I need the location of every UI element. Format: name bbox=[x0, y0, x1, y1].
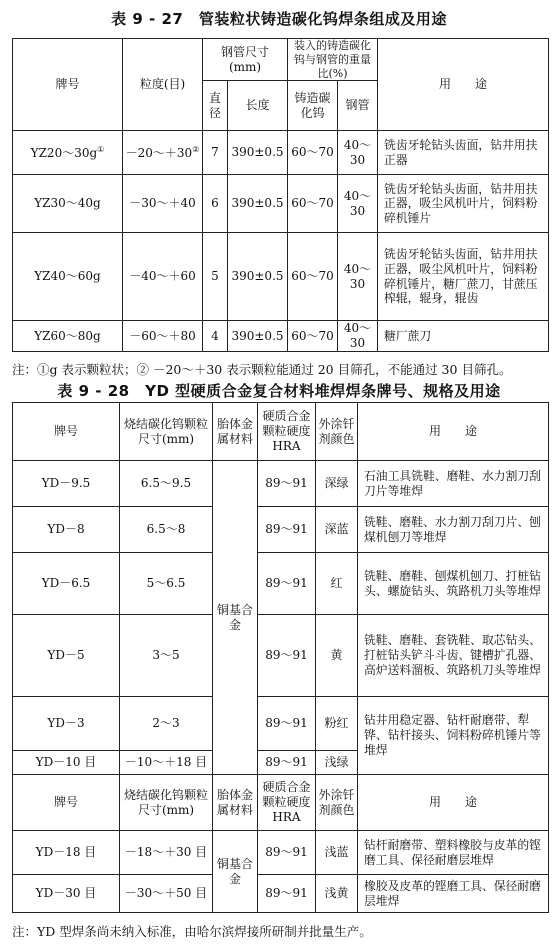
table-row bbox=[13, 875, 549, 913]
cell-hardness: 89～91 bbox=[258, 553, 316, 615]
cell-use: 铣齿牙轮钻头齿面，钻井用扶正器，吸尘风机叶片，饲料粉碎机锤片 bbox=[378, 175, 549, 233]
cell-use: 铣鞋、磨鞋、水力割刀刮刀片、刨煤机刨刀等堆焊 bbox=[358, 507, 549, 553]
table1-note: 注：①g 表示颗粒状；② －20～＋30 表示颗粒能通过 20 目筛孔，不能通过 30 目筛孔。 bbox=[12, 362, 512, 377]
cell-hardness: 89～91 bbox=[258, 507, 316, 553]
cell-size: －18～＋30 目 bbox=[120, 831, 213, 875]
cell-size: 6.5～8 bbox=[120, 507, 213, 553]
cell-size: 5～6.5 bbox=[120, 553, 213, 615]
cell-use: 铣鞋、磨鞋、套铣鞋、取芯钻头、打桩钻头铲斗斗齿、键槽扩孔器、高炉送料溜板、筑路机刀头等堆焊 bbox=[358, 615, 549, 697]
header-hardness-2: 硬质合金颗粒硬度HRA bbox=[258, 775, 316, 831]
cell-cast-wc: 60～70 bbox=[288, 175, 338, 233]
cell-granularity: －30～＋40 bbox=[123, 175, 203, 233]
cell-diameter: 5 bbox=[203, 233, 228, 321]
cell-use: 糖厂蔗刀 bbox=[378, 321, 549, 352]
header-coating: 外涂钎剂颜色 bbox=[316, 403, 358, 461]
table-9-28 bbox=[12, 402, 549, 913]
cell-coating: 浅蓝 bbox=[316, 831, 358, 875]
cell-length: 390±0.5 bbox=[228, 131, 288, 175]
cell-steel-tube: 40～30 bbox=[338, 233, 378, 321]
header-use: 用 途 bbox=[358, 403, 549, 461]
cell-length: 390±0.5 bbox=[228, 321, 288, 352]
header-coating-2: 外涂钎剂颜色 bbox=[316, 775, 358, 831]
cell-cast-wc: 60～70 bbox=[288, 233, 338, 321]
cell-steel-tube: 40～30 bbox=[338, 131, 378, 175]
cell-coating: 红 bbox=[316, 553, 358, 615]
table2-note: 注：YD 型焊条尚未纳入标准，由哈尔滨焊接所研制并批量生产。 bbox=[12, 924, 372, 939]
header-tube-size: 钢管尺寸(mm) bbox=[203, 39, 288, 81]
cell-granularity: －20～＋30② bbox=[123, 131, 203, 175]
header-diameter: 直径 bbox=[203, 81, 228, 131]
cell-use: 石油工具铣鞋、磨鞋、水力割刀刮刀片等堆焊 bbox=[358, 461, 549, 507]
cell-hardness: 89～91 bbox=[258, 875, 316, 913]
cell-size: 6.5～9.5 bbox=[120, 461, 213, 507]
table-row bbox=[13, 697, 549, 751]
table-row bbox=[13, 461, 549, 507]
cell-grade: YD－6.5 bbox=[13, 553, 120, 615]
cell-grade: YD－18 目 bbox=[13, 831, 120, 875]
cell-use: 钻井用稳定器、钻杆耐磨带、犁铧、钻杆接头、饲料粉碎机锤片等堆焊 bbox=[358, 697, 549, 775]
cell-hardness: 89～91 bbox=[258, 697, 316, 751]
table-row bbox=[13, 175, 549, 233]
cell-coating: 深绿 bbox=[316, 461, 358, 507]
cell-size: 3～5 bbox=[120, 615, 213, 697]
table-row bbox=[13, 553, 549, 615]
cell-grade: YD－3 bbox=[13, 697, 120, 751]
table-row bbox=[13, 321, 549, 352]
table-9-27 bbox=[12, 38, 549, 352]
header-use: 用 途 bbox=[378, 39, 549, 131]
cell-granularity: －40～＋60 bbox=[123, 233, 203, 321]
table-row bbox=[13, 233, 549, 321]
table-row bbox=[13, 507, 549, 553]
cell-size: －10～＋18 目 bbox=[120, 751, 213, 775]
header-hardness: 硬质合金颗粒硬度HRA bbox=[258, 403, 316, 461]
cell-grade: YZ60～80g bbox=[13, 321, 123, 352]
cell-matrix: 铜基合金 bbox=[213, 831, 258, 913]
cell-coating: 粉红 bbox=[316, 697, 358, 751]
table2-title: 表 9 - 28 YD 型硬质合金复合材料堆焊焊条牌号、规格及用途 bbox=[57, 382, 501, 400]
cell-grade: YZ30～40g bbox=[13, 175, 123, 233]
table-row bbox=[13, 831, 549, 875]
header-granularity: 粒度(目) bbox=[123, 39, 203, 131]
header-grade-2: 牌号 bbox=[13, 775, 120, 831]
table-row bbox=[13, 615, 549, 697]
cell-use: 橡胶及皮革的铿磨工具、保径耐磨层堆焊 bbox=[358, 875, 549, 913]
cell-use: 铣鞋、磨鞋、刨煤机刨刀、打桩钻头、螺旋钻头、筑路机刀头等堆焊 bbox=[358, 553, 549, 615]
cell-grade: YD－5 bbox=[13, 615, 120, 697]
cell-diameter: 4 bbox=[203, 321, 228, 352]
cell-cast-wc: 60～70 bbox=[288, 321, 338, 352]
header-length: 长度 bbox=[228, 81, 288, 131]
header-particle-size: 烧结碳化钨颗粒尺寸(mm) bbox=[120, 403, 213, 461]
cell-hardness: 89～91 bbox=[258, 831, 316, 875]
cell-size: －30～＋50 目 bbox=[120, 875, 213, 913]
cell-use: 铣齿牙轮钻头齿面，钻井用扶正器 bbox=[378, 131, 549, 175]
header-cast-wc: 铸造碳化钨 bbox=[288, 81, 338, 131]
cell-matrix: 铜基合金 bbox=[213, 461, 258, 775]
header-particle-size-2: 烧结碳化钨颗粒尺寸(mm) bbox=[120, 775, 213, 831]
cell-use: 铣齿牙轮钻头齿面，钻井用扶正器，吸尘风机叶片，饲料粉碎机锤片，糖厂蔗刀，甘蔗压榨辊，辊身，辊齿 bbox=[378, 233, 549, 321]
cell-size: 2～3 bbox=[120, 697, 213, 751]
cell-coating: 黄 bbox=[316, 615, 358, 697]
table1-title: 表 9 - 27 管装粒状铸造碳化钨焊条组成及用途 bbox=[111, 10, 447, 28]
cell-steel-tube: 40～30 bbox=[338, 321, 378, 352]
cell-steel-tube: 40～30 bbox=[338, 175, 378, 233]
cell-grade: YD－8 bbox=[13, 507, 120, 553]
header-steel-tube: 钢管 bbox=[338, 81, 378, 131]
cell-hardness: 89～91 bbox=[258, 461, 316, 507]
cell-hardness: 89～91 bbox=[258, 751, 316, 775]
header-grade: 牌号 bbox=[13, 39, 123, 131]
cell-grade: YD－10 目 bbox=[13, 751, 120, 775]
header-matrix-2: 胎体金属材料 bbox=[213, 775, 258, 831]
cell-cast-wc: 60～70 bbox=[288, 131, 338, 175]
cell-length: 390±0.5 bbox=[228, 233, 288, 321]
table-row bbox=[13, 131, 549, 175]
header-matrix: 胎体金属材料 bbox=[213, 403, 258, 461]
cell-coating: 深蓝 bbox=[316, 507, 358, 553]
cell-granularity: －60～＋80 bbox=[123, 321, 203, 352]
cell-length: 390±0.5 bbox=[228, 175, 288, 233]
header-grade: 牌号 bbox=[13, 403, 120, 461]
cell-grade: YZ40～60g bbox=[13, 233, 123, 321]
cell-grade: YD－30 目 bbox=[13, 875, 120, 913]
cell-grade: YZ20～30g① bbox=[13, 131, 123, 175]
cell-coating: 浅绿 bbox=[316, 751, 358, 775]
cell-hardness: 89～91 bbox=[258, 615, 316, 697]
cell-grade: YD－9.5 bbox=[13, 461, 120, 507]
cell-diameter: 6 bbox=[203, 175, 228, 233]
cell-diameter: 7 bbox=[203, 131, 228, 175]
header-use-2: 用 途 bbox=[358, 775, 549, 831]
cell-use: 钻杆耐磨带、塑料橡胶与皮革的铿磨工具、保径耐磨层堆焊 bbox=[358, 831, 549, 875]
header-weight-ratio: 装入的铸造碳化钨与钢管的重量比(%) bbox=[288, 39, 378, 81]
cell-coating: 浅黄 bbox=[316, 875, 358, 913]
